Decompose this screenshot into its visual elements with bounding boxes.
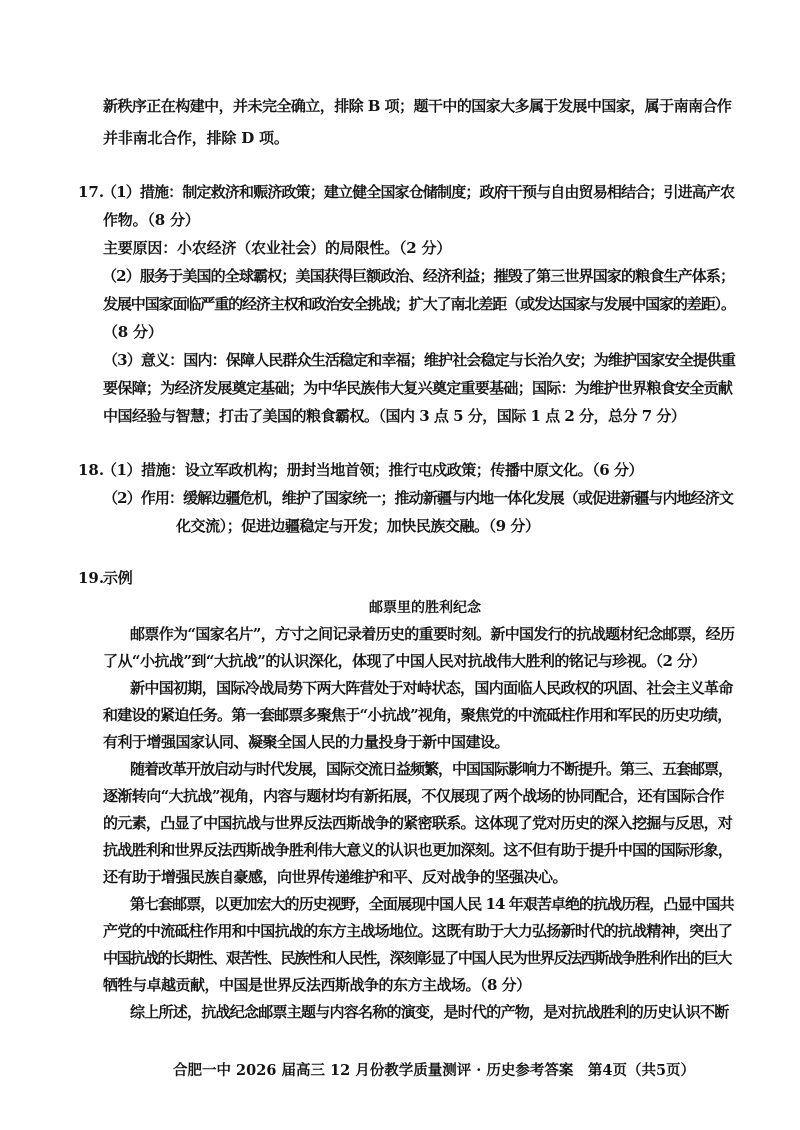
essay-line: 产党的中流砥柱作用和中国抗战的东方主战场地位。这既有助于大力弘扬新时代的抗战精神，突出了 <box>103 922 733 940</box>
essay-line: 邮票作为“国家名片”，方寸之间记录着历史的重要时刻。新中国发行的抗战题材纪念邮票，经历 <box>130 625 735 643</box>
q16-tail-line-1: 新秩序正在构建中，并未完全确立，排除 B 项；题干中的国家大多属于发展中国家，属于南南合作 <box>103 97 732 115</box>
essay-line: 抗战胜利和世界反法西斯战争胜利伟大意义的认识也更加深刻。这不但有助于提升中国的国际形象， <box>103 841 733 859</box>
q17-part3-line-3: 中国经验与智慧；打击了美国的粮食霸权。（国内 3 点 5 分，国际 1 点 2 分，总分 7 分） <box>103 407 686 425</box>
essay-line: 新中国初期，国际冷战局势下两大阵营处于对峙状态，国内面临人民政权的巩固、社会主义革命 <box>130 679 733 697</box>
essay-line: 和建设的紧迫任务。第一套邮票多聚焦于“小抗战”视角，聚焦党的中流砥柱作用和军民的历史功绩， <box>103 706 732 724</box>
q17-part3-line-1: （3）意义：国内：保障人民群众生活稳定和幸福；维护社会稳定与长治久安；为维护国家安全提供重 <box>103 351 736 369</box>
essay-line: 还有助于增强民族自豪感，向世界传递维护和平、反对战争的坚强决心。 <box>103 868 568 886</box>
essay-line: 第七套邮票，以更加宏大的历史视野，全面展现中国人民 14 年艰苦卓绝的抗战历程，凸显中国共 <box>130 895 734 913</box>
q17-part1-line-1: （1）措施：制定救济和赈济政策；建立健全国家仓储制度；政府干预与自由贸易相结合；引进高产农 <box>102 183 735 201</box>
q17-part3-line-2: 要保障；为经济发展奠定基础；为中华民族伟大复兴奠定重要基础；国际：为维护世界粮食安全贡献 <box>103 379 733 397</box>
q19-number: 19. <box>78 569 105 587</box>
q19-label: 示例 <box>103 569 133 587</box>
essay-line: 的元素，凸显了中国抗战与世界反法西斯战争的紧密联系。这体现了党对历史的深入挖掘与反思，对 <box>103 814 733 832</box>
essay-line: 中国抗战的长期性、艰苦性、民族性和人民性，深刻彰显了中国人民为世界反法西斯战争胜利作出的巨大 <box>103 949 731 967</box>
essay-line: 牺牲与卓越贡献，中国是世界反法西斯战争的东方主战场。（8 分） <box>103 976 531 994</box>
q18-number: 18. <box>78 461 105 479</box>
q17-part2-line-1: （2）服务于美国的全球霸权；美国获得巨额政治、经济利益；摧毁了第三世界国家的粮食生产体系； <box>102 267 735 285</box>
page-footer: 合肥一中 2026 届高三 12 月份教学质量测评 · 历史参考答案 第4页（共5页） <box>173 1062 696 1079</box>
q18-part2-line-1: （2）作用：缓解边疆危机，维护了国家统一；推动新疆与内地一体化发展（或促进新疆与内地经济文 <box>103 489 733 507</box>
essay-line: 有利于增强国家认同、凝聚全国人民的力量投身于新中国建设。 <box>103 733 510 751</box>
q16-tail-line-2: 并非南北合作，排除 D 项。 <box>103 129 289 147</box>
q17-part1-line-2: 作物。（8 分） <box>103 211 200 229</box>
essay-line: 随着改革开放启动与时代发展，国际交流日益频繁，中国国际影响力不断提升。第三、五套邮票， <box>130 760 733 778</box>
essay-line: 逐渐转向“大抗战”视角，内容与题材均有新拓展，不仅展现了两个战场的协同配合，还有国际合作 <box>103 787 724 805</box>
essay-line: 了从“小抗战”到“大抗战”的认识深化，体现了中国人民对抗战伟大胜利的铭记与珍视。（2 分） <box>103 652 706 670</box>
q18-part2-line-2: 化交流）；促进边疆稳定与开发；加快民族交融。（9 分） <box>176 517 540 535</box>
q17-part2-line-2: 发展中国家面临严重的经济主权和政治安全挑战；扩大了南北差距（或发达国家与发展中国家的差距）。 <box>103 295 735 313</box>
q18-part1-line-1: （1）措施：设立军政机构；册封当地首领；推行屯戍政策；传播中原文化。（6 分） <box>102 461 644 479</box>
q17-part2-line-3: （8 分） <box>103 323 163 341</box>
essay-title: 邮票里的胜利纪念 <box>369 600 481 616</box>
essay-line: 综上所述，抗战纪念邮票主题与内容名称的演变，是时代的产物，是对抗战胜利的历史认识不断 <box>130 1003 729 1021</box>
q17-number: 17. <box>78 183 105 201</box>
q17-part1-line-3: 主要原因：小农经济（农业社会）的局限性。（2 分） <box>103 239 452 257</box>
